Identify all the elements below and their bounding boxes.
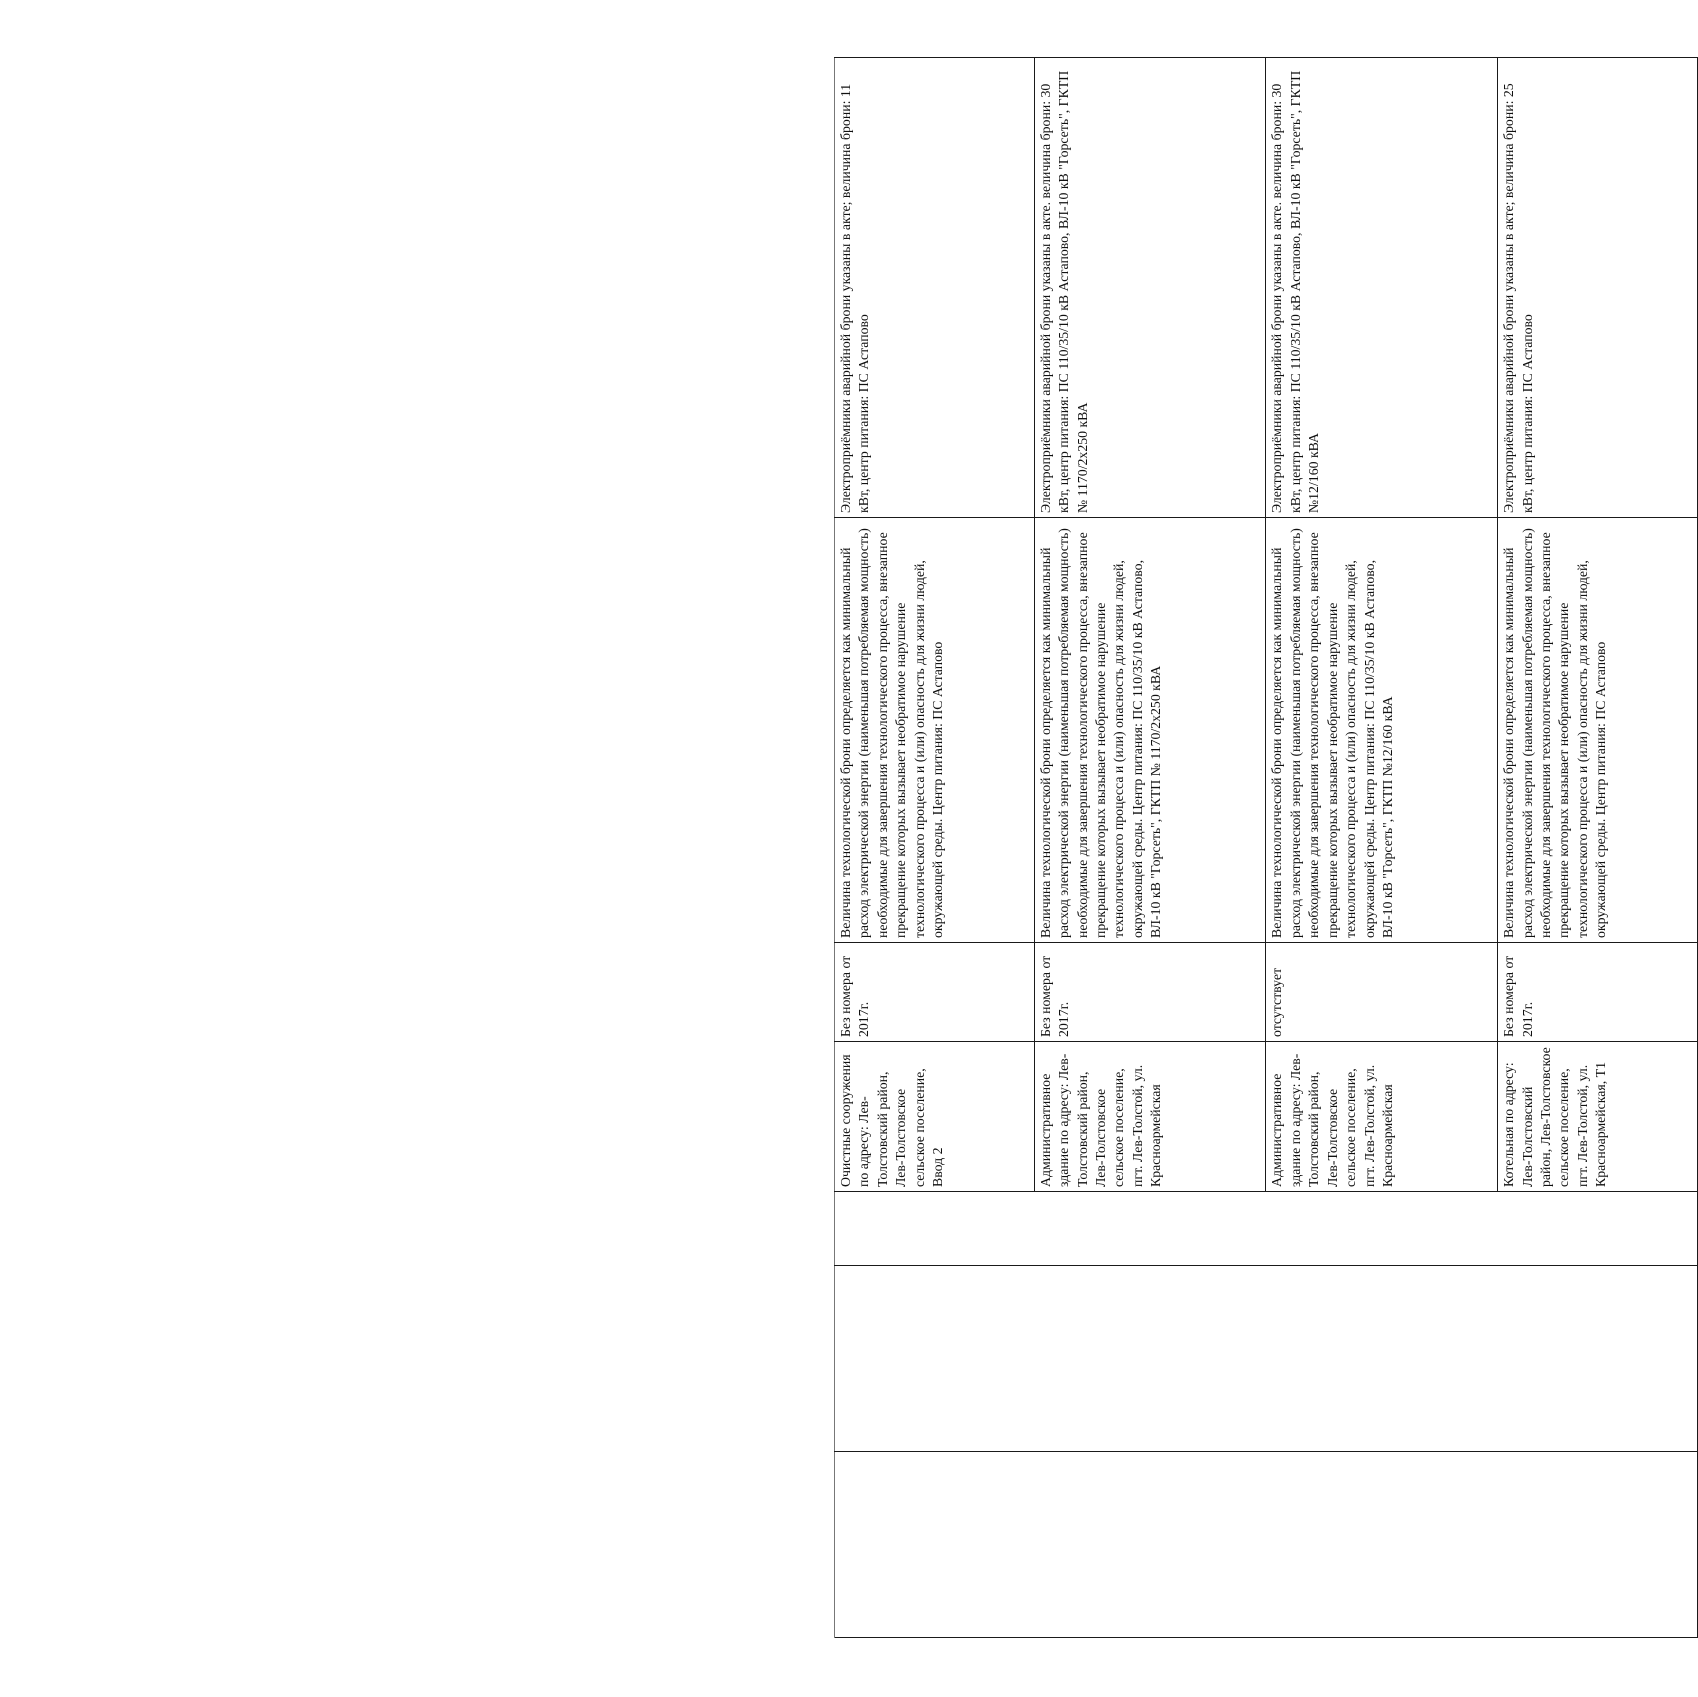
empty-cell-1: [1034, 1452, 1266, 1638]
empty-cell-1: [1498, 1452, 1698, 1638]
empty-cell-2: [1266, 1266, 1498, 1452]
empty-cell-2: [1034, 1266, 1266, 1452]
table-row: [1498, 58, 1698, 1638]
table-row: [835, 58, 1035, 1638]
act-cell: Без номера от 2017г.: [1498, 943, 1698, 1042]
empty-cell-3: [835, 1192, 1035, 1266]
tech-reserve-cell: Величина технологической брони определяется как минимальный расход электрической энергии (наименьшая потребляемая мощность) необходимые для завершения технологического процесса, внезапное прекращение которых вызывает необратимое нарушение технологического процесса и (или) опасность для жизни людей, окружающей среды. Центр питания: ПС Астапово: [835, 518, 1035, 943]
tech-reserve-cell: Величина технологической брони определяется как минимальный расход электрической энергии (наименьшая потребляемая мощность) необходимые для завершения технологического процесса, внезапное прекращение которых вызывает необратимое нарушение технологического процесса и (или) опасность для жизни людей, окружающей среды. Центр питания: ПС 110/35/10 кВ Астапово, ВЛ-10 кВ "Горсеть", ГКТП №12/160 кВА: [1266, 518, 1498, 943]
act-cell: Без номера от 2017г.: [1034, 943, 1266, 1042]
empty-cell-1: [835, 1452, 1035, 1638]
empty-cell-2: [835, 1266, 1035, 1452]
act-cell: отсутствует: [1266, 943, 1498, 1042]
emergency-reserve-cell: Электроприёмники аварийной брони указаны в акте; величина брони: 25 кВт, центр питания: ПС Астапово: [1498, 58, 1698, 518]
emergency-reserve-cell: Электроприёмники аварийной брони указаны в акте; величина брони: 11 кВт, центр питания: ПС Астапово: [835, 58, 1035, 518]
empty-cell-3: [1266, 1192, 1498, 1266]
object-cell: Котельная по адресу: Лев-Толстовский район, Лев-Толстовское сельское поселение, пгт. Лев-Толстой, ул. Красноармейская, Т1: [1498, 1042, 1698, 1192]
object-cell: Очистные сооружения по адресу: Лев-Толстовский район, Лев-Толстовское сельское поселение, Ввод 2: [835, 1042, 1035, 1192]
emergency-reserve-cell: Электроприёмники аварийной брони указаны в акте. величина брони: 30 кВт, центр питания: ПС 110/35/10 кВ Астапово, ВЛ-10 кВ "Горсеть", ГКТП № 1170/2х250 кВА: [1034, 58, 1266, 518]
table-row: [1266, 58, 1498, 1638]
empty-cell-3: [1498, 1192, 1698, 1266]
object-cell: Административное здание по адресу: Лев-Толстовский район, Лев-Толстовское сельское поселение, пгт. Лев-Толстой, ул. Красноармейская: [1266, 1042, 1498, 1192]
emergency-reserve-cell: Электроприёмники аварийной брони указаны в акте. величина брони: 30 кВт, центр питания: ПС 110/35/10 кВ Астапово, ВЛ-10 кВ "Горсеть", ГКТП №12/160 кВА: [1266, 58, 1498, 518]
empty-cell-1: [1266, 1452, 1498, 1638]
reserve-table: [834, 57, 1698, 1638]
empty-cell-2: [1498, 1266, 1698, 1452]
rotated-table-container: [834, 58, 1698, 1638]
tech-reserve-cell: Величина технологической брони определяется как минимальный расход электрической энергии (наименьшая потребляемая мощность) необходимые для завершения технологического процесса, внезапное прекращение которых вызывает необратимое нарушение технологического процесса и (или) опасность для жизни людей, окружающей среды. Центр питания: ПС Астапово: [1498, 518, 1698, 943]
object-cell: Административное здание по адресу: Лев-Толстовский район, Лев-Толстовское сельское поселение, пгт. Лев-Толстой, ул. Красноармейская: [1034, 1042, 1266, 1192]
table-row: [1034, 58, 1266, 1638]
act-cell: Без номера от 2017г.: [835, 943, 1035, 1042]
empty-cell-3: [1034, 1192, 1266, 1266]
tech-reserve-cell: Величина технологической брони определяется как минимальный расход электрической энергии (наименьшая потребляемая мощность) необходимые для завершения технологического процесса, внезапное прекращение которых вызывает необратимое нарушение технологического процесса и (или) опасность для жизни людей, окружающей среды. Центр питания: ПС 110/35/10 кВ Астапово, ВЛ-10 кВ "Горсеть", ГКТП № 1170/2х250 кВА: [1034, 518, 1266, 943]
